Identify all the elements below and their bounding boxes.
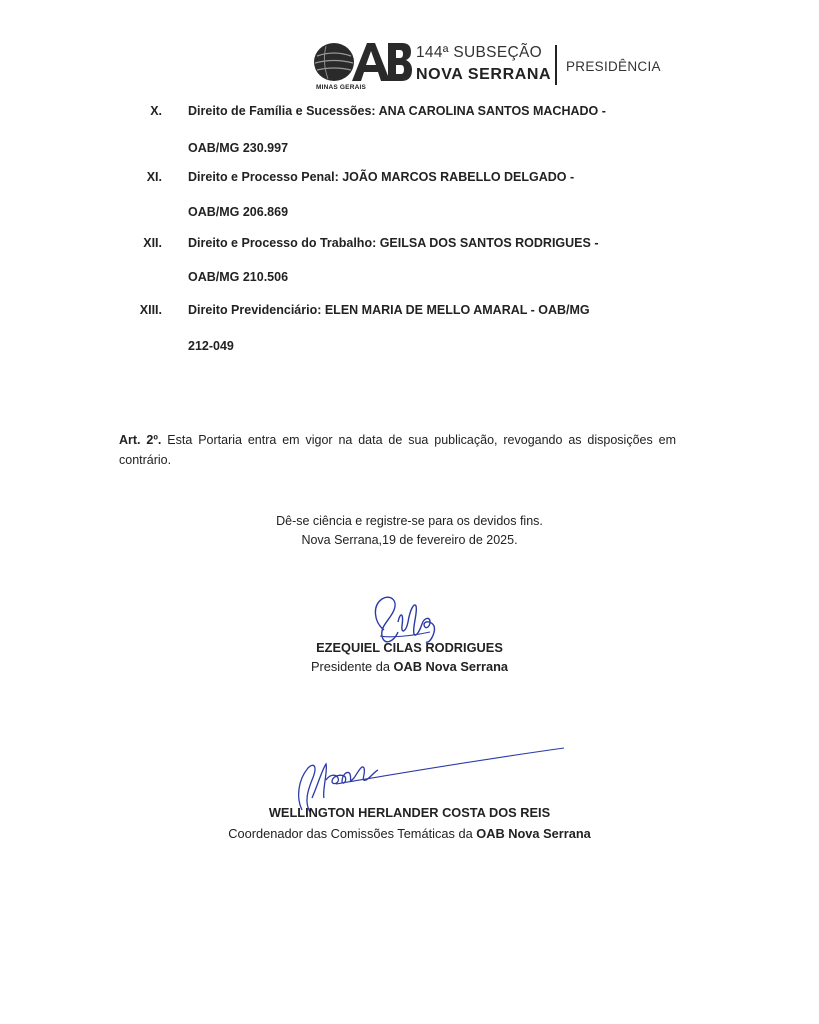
item-number: XI. <box>146 170 162 184</box>
item-text: Direito e Processo do Trabalho: GEILSA DOS SANTOS RODRIGUES - <box>188 236 599 250</box>
oab-logo-mark <box>312 38 412 86</box>
role-organization: OAB Nova Serrana <box>393 659 509 674</box>
item-text: Direito Previdenciário: ELEN MARIA DE MELLO AMARAL - OAB/MG <box>188 303 590 317</box>
signatory-role <box>0 659 819 674</box>
place-date: Nova Serrana,19 de fevereiro de 2025. <box>301 533 518 547</box>
item-registration: 212-049 <box>188 339 234 353</box>
item-text: Direito e Processo Penal: JOÃO MARCOS RABELLO DELGADO - <box>188 170 575 184</box>
item-number: XII. <box>143 236 162 250</box>
item-registration: OAB/MG 210.506 <box>188 270 289 284</box>
article-text: Esta Portaria entra em vigor na data de sua publicação, revogando as disposições em contrário. <box>119 433 676 467</box>
signatory-role <box>0 826 819 841</box>
department-label: PRESIDÊNCIA <box>566 59 661 74</box>
closing-block <box>0 512 819 550</box>
article-label: Art. 2º. <box>119 433 162 447</box>
header-divider <box>555 45 557 85</box>
signature-block <box>0 592 819 682</box>
item-number: X. <box>150 104 162 118</box>
subsection-number: 144ª SUBSEÇÃO <box>416 44 542 61</box>
oab-logo <box>312 38 412 94</box>
article-paragraph <box>119 430 676 470</box>
role-prefix: Coordenador das Comissões Temáticas da <box>228 826 477 841</box>
item-registration: OAB/MG 230.997 <box>188 141 289 155</box>
letterhead <box>312 38 672 94</box>
logo-subtitle: MINAS GERAIS <box>315 84 367 91</box>
item-number: XIII. <box>139 303 162 317</box>
closing-line: Dê-se ciência e registre-se para os devidos fins. <box>276 514 543 528</box>
item-registration: OAB/MG 206.869 <box>188 205 289 219</box>
role-organization: OAB Nova Serrana <box>476 826 591 841</box>
item-text: Direito de Família e Sucessões: ANA CAROLINA SANTOS MACHADO - <box>188 104 606 118</box>
role-prefix: Presidente da <box>310 659 394 674</box>
signatory-name: WELLINGTON HERLANDER COSTA DOS REIS <box>268 805 551 820</box>
subsection-city: NOVA SERRANA <box>416 66 552 83</box>
signatory-name: EZEQUIEL CILAS RODRIGUES <box>316 640 503 655</box>
signature-block <box>0 740 819 850</box>
